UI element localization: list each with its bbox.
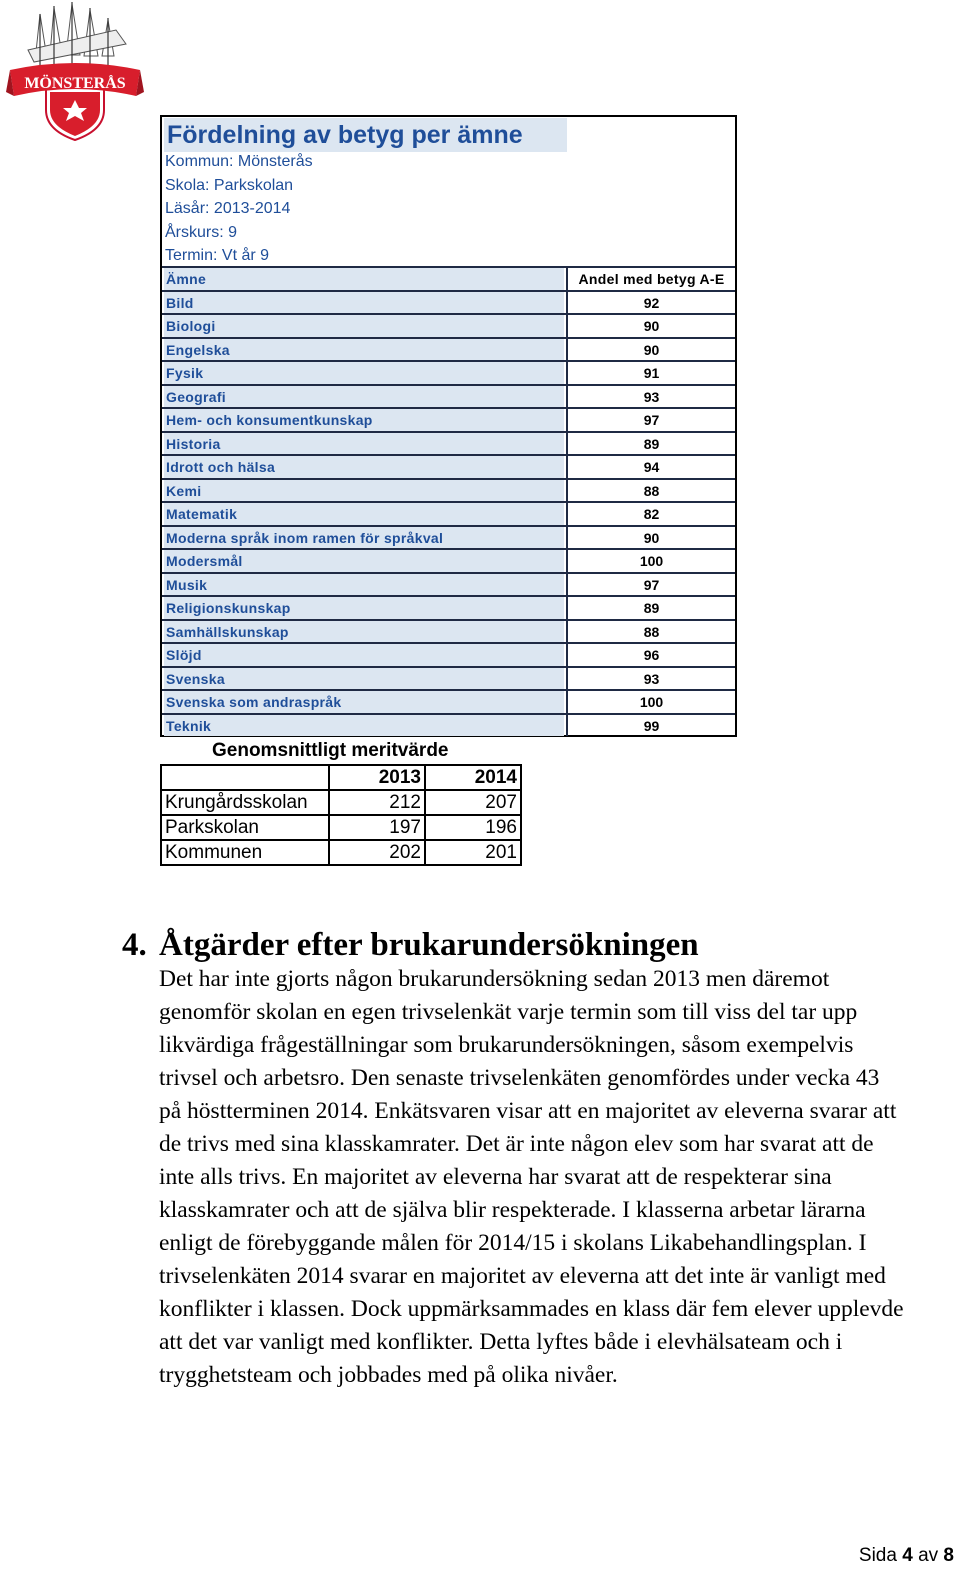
logo-text: MÖNSTERÅS (24, 75, 126, 92)
value-cell: 88 (566, 621, 735, 643)
subject-cell: Svenska (164, 668, 564, 690)
value-cell: 90 (566, 339, 735, 361)
table-row (162, 478, 735, 502)
footer-page: 4 (902, 1545, 913, 1566)
subject-cell: Slöjd (164, 644, 564, 666)
subject-cell: Modersmål (164, 550, 564, 572)
table-row (162, 431, 735, 455)
value-cell: 89 (566, 433, 735, 455)
table-row (162, 572, 735, 596)
value-cell: 91 (566, 362, 735, 384)
table-row (162, 525, 735, 549)
value-cell: 96 (566, 644, 735, 666)
subject-cell: Samhällskunskap (164, 621, 564, 643)
section-heading (122, 925, 699, 965)
table-row (162, 313, 735, 337)
subject-cell: Religionskunskap (164, 597, 564, 619)
subject-cell: Idrott och hälsa (164, 456, 564, 478)
table-row (161, 790, 521, 815)
paragraph-line: likvärdiga frågeställningar som brukarundersökningen, såsom exempelvis (159, 1032, 854, 1058)
meta-lasar: Läsår: 2013-2014 (165, 200, 291, 217)
table-row (162, 501, 735, 525)
subject-cell: Biologi (164, 315, 564, 337)
meta-kommun: Kommun: Mönsterås (165, 153, 313, 170)
value-cell: 88 (566, 480, 735, 502)
merit-value: 197 (329, 815, 425, 840)
value-cell: 90 (566, 527, 735, 549)
merit-school-name: Krungårdsskolan (161, 790, 329, 815)
value-cell: 93 (566, 668, 735, 690)
merit-value: 202 (329, 840, 425, 865)
table-row (162, 384, 735, 408)
paragraph-line: enligt de förebyggande målen för 2014/15 i skolans Likabehandlingsplan. I (159, 1230, 867, 1256)
subject-cell: Teknik (164, 715, 564, 737)
merit-school-name: Parkskolan (161, 815, 329, 840)
paragraph-line: inte alls trivs. En majoritet av eleverna har svarat att de respekterar sina (159, 1164, 832, 1190)
merit-year-2013: 2013 (329, 765, 425, 790)
paragraph-line: konflikter i klassen. Dock uppmärksammades en klass där fem elever upplevde (159, 1296, 904, 1322)
paragraph-line: Det har inte gjorts någon brukarundersökning sedan 2013 men däremot (159, 966, 830, 992)
value-cell: 92 (566, 292, 735, 314)
merit-table (160, 764, 522, 866)
header-subject: Ämne (164, 268, 564, 290)
table-row (162, 713, 735, 737)
merit-title: Genomsnittligt meritvärde (212, 740, 449, 761)
subject-cell: Geografi (164, 386, 564, 408)
table-row (162, 360, 735, 384)
subject-cell: Kemi (164, 480, 564, 502)
grades-title: Fördelning av betyg per ämne (164, 118, 567, 152)
paragraph-line: på höstterminen 2014. Enkätsvaren visar att en majoritet av eleverna svarar att (159, 1098, 897, 1124)
merit-value: 212 (329, 790, 425, 815)
value-cell: 100 (566, 691, 735, 713)
table-row (162, 689, 735, 713)
value-cell: 97 (566, 409, 735, 431)
paragraph-line: genomför skolan en egen trivselenkät varje termin som till viss del tar upp (159, 999, 858, 1025)
footer-middle: av (918, 1545, 939, 1566)
merit-header-blank (161, 765, 329, 790)
table-row (162, 337, 735, 361)
table-row (161, 815, 521, 840)
merit-header-row (161, 765, 521, 790)
subject-cell: Moderna språk inom ramen för språkval (164, 527, 564, 549)
table-row (162, 548, 735, 572)
table-row (162, 619, 735, 643)
grades-table (160, 115, 737, 737)
meta-arskurs: Årskurs: 9 (165, 224, 238, 241)
value-cell: 97 (566, 574, 735, 596)
meta-skola: Skola: Parkskolan (165, 177, 294, 194)
subject-cell: Hem- och konsumentkunskap (164, 409, 564, 431)
paragraph-line: att det var vanligt med konflikter. Detta lyftes både i elevhälsateam och i (159, 1329, 843, 1355)
merit-value: 196 (425, 815, 521, 840)
page-footer (859, 1543, 954, 1569)
value-cell: 100 (566, 550, 735, 572)
table-row (161, 840, 521, 865)
section-body (159, 963, 954, 1392)
subject-cell: Bild (164, 292, 564, 314)
section-title: Åtgärder efter brukarundersökningen (159, 927, 699, 963)
value-cell: 82 (566, 503, 735, 525)
value-cell: 94 (566, 456, 735, 478)
subject-cell: Historia (164, 433, 564, 455)
table-row (162, 290, 735, 314)
merit-year-2014: 2014 (425, 765, 521, 790)
value-cell: 90 (566, 315, 735, 337)
value-cell: 99 (566, 715, 735, 737)
grades-header-row (162, 266, 735, 290)
merit-value: 207 (425, 790, 521, 815)
value-cell: 93 (566, 386, 735, 408)
table-row (162, 595, 735, 619)
paragraph-line: trygghetsteam och jobbades med på olika nivåer. (159, 1362, 618, 1388)
header-value: Andel med betyg A-E (566, 268, 735, 290)
subject-cell: Svenska som andraspråk (164, 691, 564, 713)
merit-school-name: Kommunen (161, 840, 329, 865)
table-row (162, 666, 735, 690)
paragraph-line: trivselenkäten 2014 svarar en majoritet av eleverna att det inte är vanligt med (159, 1263, 886, 1289)
paragraph-line: trivsel och arbetsro. Den senaste trivselenkäten genomfördes under vecka 43 (159, 1065, 880, 1091)
footer-prefix: Sida (858, 1545, 897, 1566)
value-cell: 89 (566, 597, 735, 619)
subject-cell: Fysik (164, 362, 564, 384)
monsteras-logo (6, 0, 144, 142)
paragraph-line: klasskamrater och att de själva blir respekterade. I klasserna arbetar lärarna (159, 1197, 866, 1223)
section-number: 4. (122, 927, 147, 963)
merit-value: 201 (425, 840, 521, 865)
paragraph-line: de trivs med sina klasskamrater. Det är inte någon elev som har svarat att de (159, 1131, 874, 1157)
subject-cell: Matematik (164, 503, 564, 525)
table-row (162, 407, 735, 431)
meta-termin: Termin: Vt år 9 (165, 247, 270, 264)
table-row (162, 642, 735, 666)
subject-cell: Musik (164, 574, 564, 596)
subject-cell: Engelska (164, 339, 564, 361)
table-row (162, 454, 735, 478)
footer-total: 8 (943, 1545, 954, 1566)
